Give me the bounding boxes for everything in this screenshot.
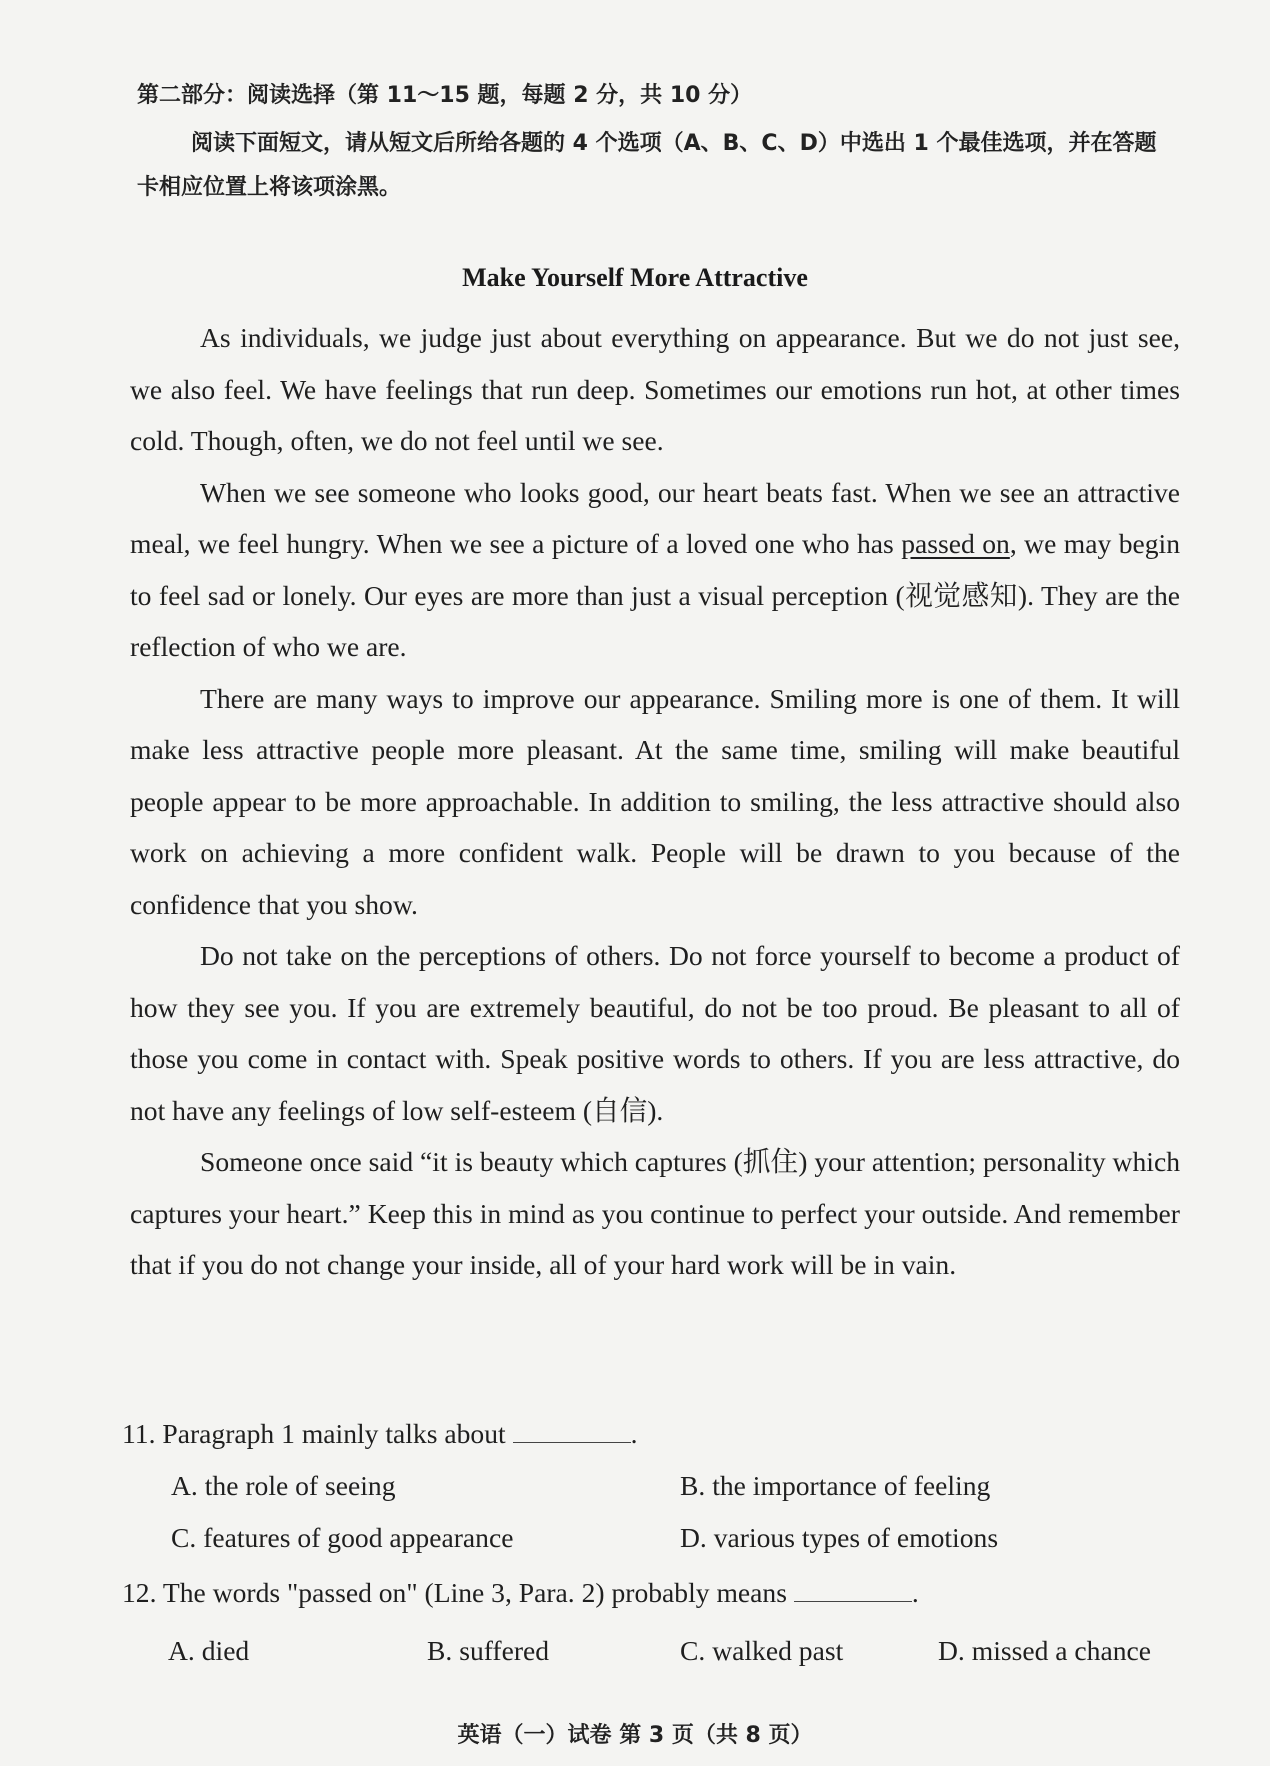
question-12-option-b: B. suffered (427, 1635, 550, 1666)
paragraph-2 (130, 467, 1180, 673)
answer-blank (513, 1420, 631, 1443)
article-title: Make Yourself More Attractive (462, 263, 808, 292)
question-12-text: 12. The words "passed on" (Line 3, Para. 2) probably means (122, 1577, 787, 1608)
question-12-option-d: D. missed a chance (938, 1635, 1152, 1666)
paragraph-3: There are many ways to improve our appearance. Smiling more is one of them. It will make less attractive people more pleasant. At the same time, smiling will make beautiful people appear to be more approachable. In addition to smiling, the less attractive should also work on achieving a more confident walk. People will be drawn to you because of the confidence that you show. (130, 682, 1180, 920)
answer-blank (794, 1579, 912, 1602)
paragraph-5: Someone once said “it is beauty which captures (抓住) your attention; personality which captures your heart.” Keep this in mind as you continue to perfect your outside. And remember that if you do not change your inside, all of your hard work will be in vain. (130, 1146, 1180, 1280)
paragraph-2-part-2: , we may begin to feel sad or lonely. Our eyes are more than just a visual perception (视觉感知). They are the reflection of who we are. (130, 528, 1181, 662)
question-12-option-c: C. walked past (680, 1635, 844, 1666)
paragraph-1: As individuals, we judge just about everything on appearance. But we do not just see, we also feel. We have feelings that run deep. Sometimes our emotions run hot, at other times cold. Though, often, we do not feel until we see. (130, 322, 1180, 456)
section-header: 第二部分：阅读选择（第 11～15 题，每题 2 分，共 10 分） (137, 83, 753, 108)
question-11-stem (122, 1418, 637, 1450)
section-instructions: 阅读下面短文，请从短文后所给各题的 4 个选项（A、B、C、D）中选出 1 个最佳选项，并在答题卡相应位置上将该项涂黑。 (137, 131, 1157, 200)
page-footer: 英语（一）试卷 第 3 页（共 8 页） (457, 1723, 813, 1748)
question-11-option-c: C. features of good appearance (171, 1522, 514, 1553)
question-11-option-d: D. various types of emotions (680, 1522, 999, 1553)
question-12-period: . (911, 1577, 919, 1608)
question-11-period: . (630, 1418, 638, 1449)
article-body (130, 312, 1180, 1291)
paragraph-4: Do not take on the perceptions of others. Do not force yourself to become a product of how they see you. If you are extremely beautiful, do not be too proud. Be pleasant to all of those you come in contact with. Speak positive words to others. If you are less attractive, do not have any feelings of low self-esteem (自信). (130, 940, 1180, 1126)
question-11-option-a: A. the role of seeing (171, 1470, 396, 1501)
question-11-option-b: B. the importance of feeling (680, 1470, 991, 1501)
underlined-phrase: passed on (901, 528, 1010, 559)
paragraph-2-part-1: When we see someone who looks good, our heart beats fast. When we see an attractive meal, we feel hungry. When we see a picture of a loved one who has (130, 476, 1180, 559)
question-11-text: 11. Paragraph 1 mainly talks about (122, 1418, 506, 1449)
question-12-stem (122, 1577, 919, 1609)
question-12-option-a: A. died (168, 1635, 250, 1666)
